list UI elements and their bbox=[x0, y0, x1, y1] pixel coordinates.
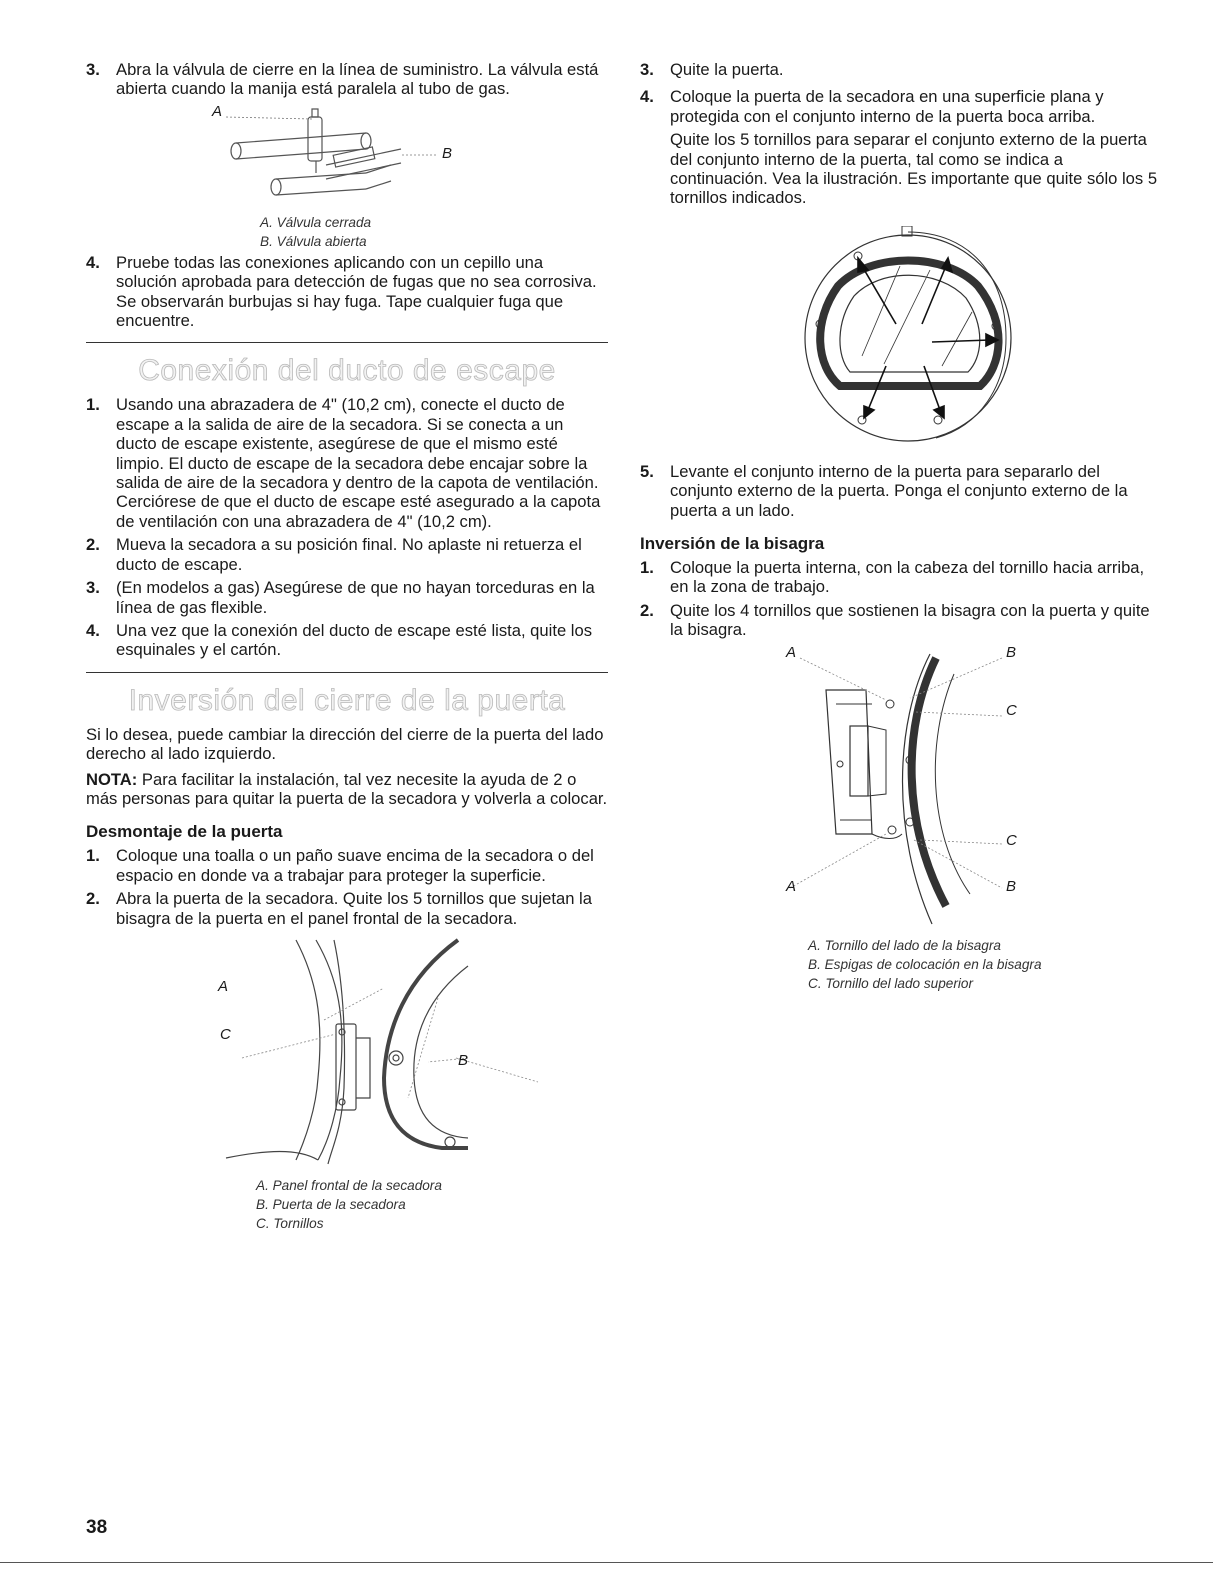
gas-step-4 bbox=[86, 253, 608, 331]
step-number: 1. bbox=[640, 558, 654, 578]
hinge-step-2 bbox=[640, 601, 1160, 640]
legend-item: B. Puerta de la secadora bbox=[256, 1196, 406, 1212]
step-text: Pruebe todas las conexiones aplicando con un cepillo una solución aprobada para detección de fugas que no sea corrosiva. Se observarán burbujas si hay fuga. Tape cualquier fuga que encuentre. bbox=[116, 252, 597, 331]
door-note bbox=[86, 770, 608, 809]
legend-item: B. Espigas de colocación en la bisagra bbox=[808, 956, 1042, 972]
door-hinge-illustration-icon bbox=[206, 938, 606, 1168]
step-text: Quite los 4 tornillos que sostienen la bisagra con la puerta y quite la bisagra. bbox=[670, 600, 1150, 640]
step-number: 1. bbox=[86, 395, 100, 415]
door-screws-figure bbox=[640, 226, 1160, 456]
hinge-detail-illustration-icon bbox=[640, 644, 1160, 934]
step-text: Coloque la puerta de la secadora en una superficie plana y protegida con el conjunto interno de la puerta boca arriba. bbox=[670, 87, 1104, 126]
step-number: 1. bbox=[86, 846, 100, 866]
door-figure bbox=[86, 938, 608, 1248]
removal-heading: Desmontaje de la puerta bbox=[86, 822, 283, 842]
step-number: 2. bbox=[640, 600, 654, 620]
door-section-title: Inversión del cierre de la puerta bbox=[128, 683, 566, 717]
step-text: Mueva la secadora a su posición final. No aplaste ni retuerza el ducto de escape. bbox=[116, 535, 582, 574]
door-step-5 bbox=[640, 462, 1160, 520]
step-number: 4. bbox=[86, 252, 100, 272]
step-number: 2. bbox=[86, 889, 100, 909]
exhaust-step-4 bbox=[86, 621, 608, 660]
door-screws-illustration-icon bbox=[640, 226, 1160, 450]
note-text: Para facilitar la instalación, tal vez necesite la ayuda de 2 o más personas para quitar la puerta de la secadora y volverla a colocar. bbox=[86, 769, 608, 808]
step-number: 3. bbox=[86, 60, 100, 79]
step-number: 4. bbox=[640, 87, 654, 107]
step-text: Usando una abrazadera de 4" (10,2 cm), conecte el ducto de escape a la salida de aire de la secadora. Si se conecta a un ducto de escape existente, asegúrese de que el mismo esté limpio. El ducto de escape de la secadora debe encajar sobre la salida de aire de la secadora y dentro de la capota de ventilación. Cerciórese de que el ducto de escape esté asegurado a la capota de ventilación con una abrazadera de 4" (10,2 cm). bbox=[116, 395, 601, 531]
gas-step-3 bbox=[86, 60, 608, 99]
step-number: 2. bbox=[86, 535, 100, 555]
hinge-step-1 bbox=[640, 558, 1160, 597]
legend-item: A. Panel frontal de la secadora bbox=[256, 1177, 442, 1193]
hinge-label-b-bottom: B bbox=[1006, 877, 1017, 895]
step-text: Abra la válvula de cierre en la línea de suministro. La válvula está abierta cuando la manija está paralela al tubo de gas. bbox=[116, 60, 599, 99]
exhaust-section-title: Conexión del ducto de escape bbox=[138, 354, 556, 388]
step-text: (En modelos a gas) Asegúrese de que no hayan torceduras en la línea de gas flexible. bbox=[116, 578, 595, 617]
step-number: 3. bbox=[640, 60, 654, 79]
valve-legend bbox=[260, 213, 371, 251]
legend-item: C. Tornillos bbox=[256, 1215, 324, 1231]
hinge-figure bbox=[640, 644, 1160, 1004]
hinge-label-b-top: B bbox=[1006, 643, 1017, 661]
left-column bbox=[86, 60, 608, 1248]
exhaust-step-2 bbox=[86, 535, 608, 574]
section-divider bbox=[86, 672, 608, 673]
step-number: 4. bbox=[86, 620, 100, 640]
door-step-4 bbox=[640, 87, 1160, 211]
exhaust-step-1 bbox=[86, 395, 608, 531]
step-number: 5. bbox=[640, 461, 654, 481]
door-label-c: C bbox=[220, 1025, 231, 1043]
section-divider bbox=[86, 342, 608, 343]
hinge-heading: Inversión de la bisagra bbox=[640, 534, 825, 554]
door-intro: Si lo desea, puede cambiar la dirección del cierre de la puerta del lado derecho al lado izquierdo. bbox=[86, 724, 604, 764]
hinge-label-c-top: C bbox=[1006, 701, 1017, 719]
step-text: Coloque una toalla o un paño suave encima de la secadora o del espacio en donde va a trabajar para proteger la superficie. bbox=[116, 846, 594, 885]
door-legend bbox=[256, 1176, 442, 1233]
door-label-a: A bbox=[218, 977, 229, 995]
valve-illustration-icon bbox=[216, 103, 476, 207]
step-text: Levante el conjunto interno de la puerta para separarlo del conjunto externo de la puerta. Ponga el conjunto externo de la puerta a un lado. bbox=[670, 461, 1128, 520]
valve-label-a: A bbox=[212, 102, 223, 120]
hinge-label-c-bottom: C bbox=[1006, 831, 1017, 849]
legend-item: A. Tornillo del lado de la bisagra bbox=[808, 937, 1001, 953]
legend-item: B. Válvula abierta bbox=[260, 233, 367, 249]
step-text: Quite la puerta. bbox=[670, 60, 784, 79]
door-label-b: B bbox=[458, 1051, 469, 1069]
valve-figure bbox=[212, 102, 608, 253]
step-text: Abra la puerta de la secadora. Quite los 5 tornillos que sujetan la bisagra de la puerta en el panel frontal de la secadora. bbox=[116, 889, 592, 928]
removal-step-2 bbox=[86, 889, 608, 928]
footer-rule bbox=[0, 1562, 1213, 1563]
exhaust-step-3 bbox=[86, 578, 608, 617]
removal-step-1 bbox=[86, 846, 608, 885]
hinge-legend bbox=[808, 936, 1042, 993]
step-text: Una vez que la conexión del ducto de escape esté lista, quite los esquinales y el cartón. bbox=[116, 620, 592, 660]
step-text: Coloque la puerta interna, con la cabeza del tornillo hacia arriba, en la zona de trabajo. bbox=[670, 558, 1145, 597]
legend-item: C. Tornillo del lado superior bbox=[808, 975, 973, 991]
step-text: Quite los 5 tornillos para separar el conjunto externo de la puerta del conjunto interno de la puerta, tal como se indica a continuación. Vea la ilustración. Es importante que quite sólo los 5 tornillos indicados. bbox=[670, 130, 1158, 208]
page-number: 38 bbox=[86, 1517, 108, 1538]
hinge-label-a-bottom: A bbox=[786, 877, 797, 895]
note-label: NOTA: bbox=[86, 769, 138, 789]
door-step-3 bbox=[640, 60, 1160, 83]
right-column bbox=[640, 60, 1160, 1004]
hinge-label-a-top: A bbox=[786, 643, 797, 661]
step-number: 3. bbox=[86, 578, 100, 598]
legend-item: A. Válvula cerrada bbox=[260, 214, 372, 230]
valve-label-b: B bbox=[442, 144, 453, 162]
